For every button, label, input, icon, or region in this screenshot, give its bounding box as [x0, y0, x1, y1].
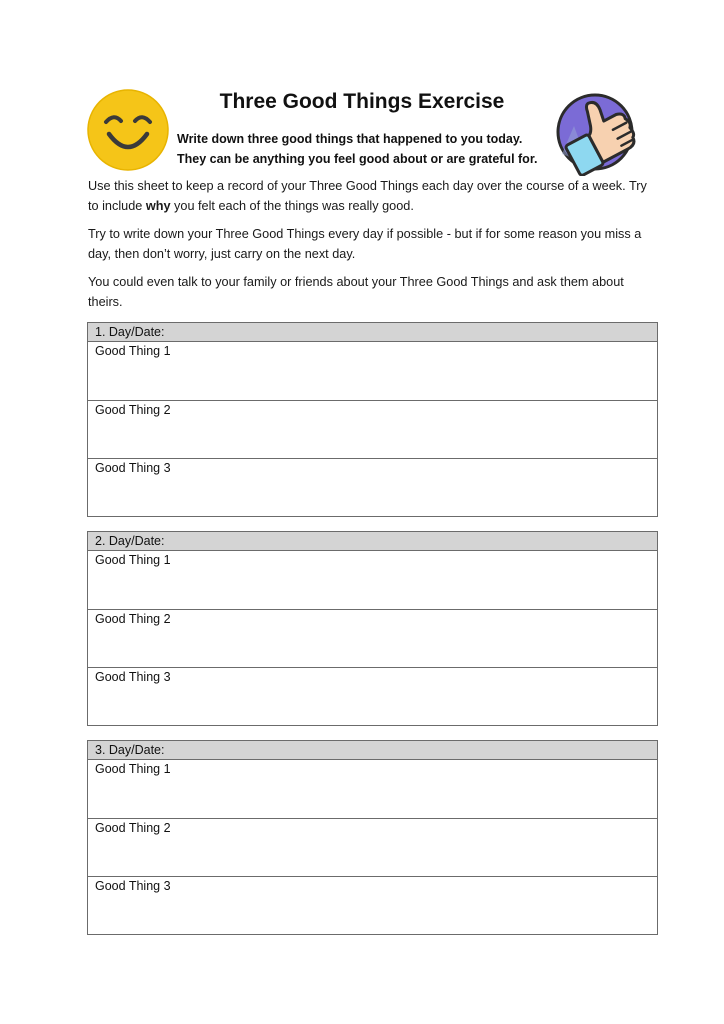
good-thing-field[interactable]: Good Thing 2 — [88, 610, 657, 668]
intro-paragraph-1 — [88, 177, 648, 216]
subtitle-line-2: They can be anything you feel good about or are grateful for. — [177, 151, 538, 166]
intro-text: Use this sheet to keep a record of your Three Good Things each day over the course of a week. Try to include — [88, 179, 647, 213]
good-thing-field[interactable]: Good Thing 1 — [88, 760, 657, 819]
day-date-field[interactable]: 2. Day/Date: — [88, 532, 657, 551]
thumbs-up-icon — [552, 86, 642, 176]
good-thing-field[interactable]: Good Thing 3 — [95, 461, 171, 475]
good-thing-field[interactable]: Good Thing 2 — [88, 401, 657, 459]
good-thing-field[interactable]: Good Thing 3 — [95, 670, 171, 684]
good-thing-field[interactable]: Good Thing 3 — [95, 879, 171, 893]
good-thing-field[interactable]: Good Thing 1 — [88, 342, 657, 401]
intro-paragraph-3: You could even talk to your family or friends about your Three Good Things and ask them about theirs. — [88, 275, 624, 309]
day-date-field[interactable]: 1. Day/Date: — [88, 323, 657, 342]
page-title: Three Good Things Exercise — [219, 90, 505, 113]
intro-paragraph-2: Try to write down your Three Good Things every day if possible - but if for some reason you miss a day, then don’t worry, just carry on the next day. — [88, 227, 642, 261]
subtitle-line-1: Write down three good things that happened to you today. — [177, 132, 523, 146]
good-thing-field[interactable]: Good Thing 1 — [88, 551, 657, 610]
day-table-3 — [87, 740, 658, 935]
day-date-field[interactable]: 3. Day/Date: — [88, 741, 657, 760]
subtitle — [177, 130, 557, 169]
day-table-1 — [87, 322, 658, 517]
day-table-2 — [87, 531, 658, 726]
smiley-face-icon — [86, 88, 170, 172]
intro-text: you felt each of the things was really good. — [170, 198, 414, 213]
good-thing-field[interactable]: Good Thing 2 — [88, 819, 657, 877]
intro-bold-why: why — [145, 198, 171, 213]
